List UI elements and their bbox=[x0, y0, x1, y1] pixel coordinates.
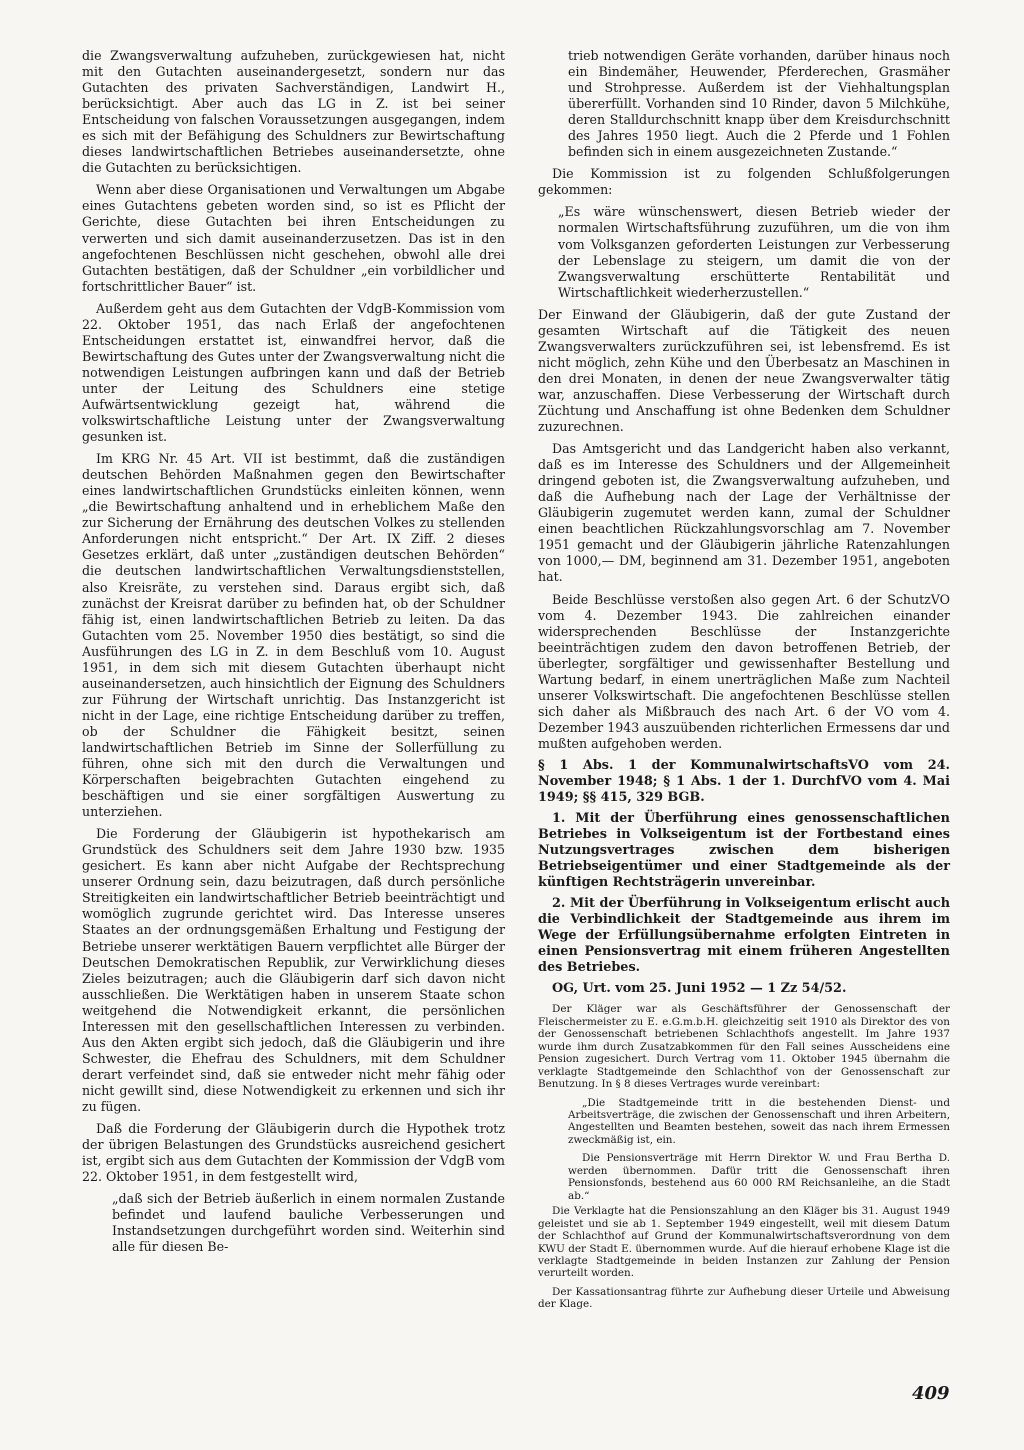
block-quote: trieb notwendigen Geräte vorhanden, darüber hinaus noch ein Bindemäher, Heuwender, Pferderechen, Grasmäher und Strohpresse. Außerdem ist der Viehhaltungsplan übererfüllt. Vorhanden sind 10 Rinder, davon 5 Milchkühe, deren Stalldurchschnitt knapp über dem Kreisdurchschnitt des Jahres 1950 liegt. Auch die 2 Pferde und 1 Fohlen befinden sich in einem ausgezeichneten Zustande.“ bbox=[568, 48, 950, 160]
paragraph: Daß die Forderung der Gläubigerin durch die Hypothek trotz der übrigen Belastungen des Grundstücks ausreichend gesichert ist, ergibt sich aus dem Gutachten der Kommission der VdgB vom 22. Oktober 1951, in dem festgestellt wird, bbox=[82, 1121, 505, 1185]
small-print-paragraph: Die Verklagte hat die Pensionszahlung an den Kläger bis 31. August 1949 geleistet und sie ab 1. September 1949 eingestellt, weil mit diesem Datum der Schlachthof auf Grund der Kommunalwirtschaftsverordnung von dem KWU der Stadt E. übernommen wurde. Auf die hierauf erhobene Klage ist die verklagte Stadtgemeinde in beiden Instanzen zur Zahlung der Pension verurteilt worden. bbox=[538, 1205, 950, 1280]
paragraph: Die Forderung der Gläubigerin ist hypothekarisch am Grundstück des Schuldners seit dem Jahre 1930 bzw. 1935 gesichert. Es kann aber nicht Aufgabe der Rechtsprechung unserer Ordnung sein, dazu beizutragen, daß durch persönliche Streitigkeiten ein landwirtschaftlicher Betrieb beeinträchtigt und womöglich zugrunde gerichtet wird. Das Interesse unseres Staates an der ordnungsgemäßen Erhaltung und Festigung der Betriebe unserer werktätigen Bauern verpflichtet alle Bürger der Deutschen Demokratischen Republik, zur Verwirklichung dieses Zieles beizutragen; auch die Gläubigerin darf sich davon nicht ausschließen. Die Werktätigen haben in unserem Staate schon weitgehend die Notwendigkeit erkannt, die persönlichen Interessen mit den gesellschaftlichen Interessen zu verbinden. Aus den Akten ergibt sich jedoch, daß die Gläubigerin und ihre Schwester, die Ehefrau des Schuldners, mit dem Schuldner derart verfeindet sind, daß sie entweder nicht mehr fähig oder nicht gewillt sind, diese Notwendigkeit zu erkennen und sich ihr zu fügen. bbox=[82, 826, 505, 1114]
left-column bbox=[82, 48, 505, 1261]
paragraph: Im KRG Nr. 45 Art. VII ist bestimmt, daß die zuständigen deutschen Behörden Maßnahmen gegen den Bewirtschafter eines landwirtschaftlichen Grundstücks einleiten können, wenn „die Bewirtschaftung anhaltend und in erheblichem Maße den zur Sicherung der Ernährung des deutschen Volkes zu stellenden Anforderungen nicht entspricht.“ Der Art. IX Ziff. 2 dieses Gesetzes erklärt, daß unter „zuständigen deutschen Behörden“ die deutschen landwirtschaftlichen Verwaltungsdienststellen, also Kreisräte, zu verstehen sind. Daraus ergibt sich, daß zunächst der Kreisrat darüber zu befinden hat, ob der Schuldner fähig ist, einen landwirtschaftlichen Betrieb zu leiten. Da das Gutachten vom 25. November 1950 dies bestätigt, so sind die Ausführungen des LG in Z. in dem Beschluß vom 10. August 1951, in dem sich mit diesem Gutachten überhaupt nicht auseinandersetzen, auch hinsichtlich der Eignung des Schuldners zur Führung der Wirtschaft unrichtig. Das Instanzgericht ist nicht in der Lage, eine richtige Entscheidung darüber zu treffen, ob der Schuldner die Fähigkeit besitzt, seinen landwirtschaftlichen Betrieb im Sinne der Sollerfüllung zu führen, ohne sich mit den durch die Verwaltungen und Körperschaften beigebrachten Gutachten eingehend zu beschäftigen und sie einer sorgfältigen Auswertung zu unterziehen. bbox=[82, 451, 505, 820]
ruling-lead-2: 2. Mit der Überführung in Volkseigentum erlischt auch die Verbindlichkeit der Stadtgemeinde aus ihrem im Wege der Erfüllungsübernahme erfolgten Eintreten in einen Pensionsvertrag mit einem früheren Angestellten des Betriebes. bbox=[538, 896, 950, 975]
paragraph: Wenn aber diese Organisationen und Verwaltungen um Abgabe eines Gutachtens gebeten worden sind, so ist es Pflicht der Gerichte, diese Gutachten bei ihren Entscheidungen zu verwerten und sich damit auseinanderzusetzen. Das ist in den angefochtenen Beschlüssen nicht geschehen, obwohl alle drei Gutachten bestätigen, daß der Schuldner „ein vorbildlicher und fortschrittlicher Bauer“ ist. bbox=[82, 182, 505, 294]
small-print-quote: Die Pensionsverträge mit Herrn Direktor W. und Frau Bertha D. werden übernommen. Dafür tritt die Genossenschaft ihren Pensionsfonds, bestehend aus 60 000 RM Reichsanleihe, an die Stadt ab.“ bbox=[568, 1152, 950, 1202]
paragraph: Die Kommission ist zu folgenden Schlußfolgerungen gekommen: bbox=[538, 166, 950, 198]
block-quote: „daß sich der Betrieb äußerlich in einem normalen Zustande befindet und laufend bauliche Verbesserungen und Instandsetzungen durchgeführt worden sind. Weiterhin sind alle für diesen Be- bbox=[112, 1191, 505, 1255]
page-number: 409 bbox=[912, 1383, 950, 1404]
paragraph: die Zwangsverwaltung aufzuheben, zurückgewiesen hat, nicht mit den Gutachten auseinandergesetzt, sondern nur das Gutachten des privaten Sachverständigen, Landwirt H., berücksichtigt. Aber auch das LG in Z. ist bei seiner Entscheidung von falschen Voraussetzungen ausgegangen, indem es sich mit der Befähigung des Schuldners zur Bewirtschaftung dieses landwirtschaftlichen Betriebes auseinandersetzte, ohne die Gutachten zu berücksichtigen. bbox=[82, 48, 505, 176]
small-print-paragraph: Der Kläger war als Geschäftsführer der Genossenschaft der Fleischermeister zu E. e.G.m.b.H. gleichzeitig seit 1910 als Direktor des von der Genossenschaft betriebenen Schlachthofs angestellt. Im Jahre 1937 wurde ihm durch Zusatzabkommen für den Fall seines Ausscheidens eine Pension zugesichert. Durch Vertrag vom 11. Oktober 1945 übernahm die verklagte Stadtgemeinde den Schlachthof von der Genossenschaft zur Benutzung. In § 8 dieses Vertrages wurde vereinbart: bbox=[538, 1003, 950, 1091]
paragraph: Der Einwand der Gläubigerin, daß der gute Zustand der gesamten Wirtschaft auf die Tätigkeit des neuen Zwangsverwalters zurückzuführen sei, ist lebensfremd. Es ist nicht möglich, zehn Kühe und den Überbesatz an Maschinen in den drei Monaten, in denen der neue Zwangsverwalter tätig war, anzuschaffen. Diese Verbesserung der Wirtschaft durch Züchtung und Anschaffung ist ohne Bedenken dem Schuldner zuzurechnen. bbox=[538, 306, 950, 435]
small-print-paragraph: Der Kassationsantrag führte zur Aufhebung dieser Urteile und Abweisung der Klage. bbox=[538, 1285, 950, 1311]
ruling-citation: OG, Urt. vom 25. Juni 1952 — 1 Zz 54/52. bbox=[552, 981, 847, 997]
paragraph: Das Amtsgericht und das Landgericht haben also verkannt, daß es im Interesse des Schuldners und der Allgemeinheit dringend geboten ist, die Zwangsverwaltung aufzuheben, und daß die Aufhebung nach der Lage der Verhältnisse der Gläubigerin zugemutet werden kann, zumal der Schuldner einen beachtlichen Rückzahlungsvorschlag am 7. November 1951 gemacht und der Gläubigerin jährliche Ratenzahlungen von 1000,— DM, beginnend am 31. Dezember 1951, angeboten hat. bbox=[538, 441, 950, 585]
ruling-lead-1: 1. Mit der Überführung eines genossenschaftlichen Betriebes in Volkseigentum ist der Fortbestand eines Nutzungsvertrages zwischen dem bisherigen Betriebseigentümer und einer Stadtgemeinde als der künftigen Rechtsträgerin unvereinbar. bbox=[538, 811, 950, 890]
ruling-heading: § 1 Abs. 1 der KommunalwirtschaftsVO vom 24. November 1948; § 1 Abs. 1 der 1. DurchfVO vom 4. Mai 1949; §§ 415, 329 BGB. bbox=[538, 757, 950, 805]
right-column bbox=[538, 48, 950, 1317]
paragraph: Beide Beschlüsse verstoßen also gegen Art. 6 der SchutzVO vom 4. Dezember 1943. Die zahlreichen einander widersprechenden Beschlüsse der Instanzgerichte beeinträchtigen zudem den davon betroffenen Betrieb, der überlegter, sorgfältiger und gewissenhafter Bestellung und Wartung bedarf, in einem unerträglichen Maße zum Nachteil unserer Volkswirtschaft. Die angefochtenen Beschlüsse stellen sich daher als Mißbrauch des nach Art. 6 der VO vom 4. Dezember 1943 auszuübenden richterlichen Ermessens dar und mußten aufgehoben werden. bbox=[538, 591, 950, 751]
block-quote: „Es wäre wünschenswert, diesen Betrieb wieder der normalen Wirtschaftsführung zuzuführen, um die von ihm vom Volksganzen geforderten Leistungen zur Verbesserung der Lebenslage zu steigern, um damit die von der Zwangsverwaltung erschütterte Rentabilität und Wirtschaftlichkeit wiederherzustellen.“ bbox=[558, 204, 950, 300]
small-print-quote: „Die Stadtgemeinde tritt in die bestehenden Dienst- und Arbeitsverträge, die zwischen der Genossenschaft und ihren Arbeitern, Angestellten und Beamten bestehen, soweit das nach ihrem Ermessen zweckmäßig ist, ein. bbox=[568, 1096, 950, 1146]
paragraph: Außerdem geht aus dem Gutachten der VdgB-Kommission vom 22. Oktober 1951, das nach Erlaß der angefochtenen Entscheidungen erstattet ist, einwandfrei hervor, daß die Bewirtschaftung des Gutes unter der Zwangsverwaltung nicht die notwendigen Leistungen aufbringen kann und daß der Betrieb unter der Leitung des Schuldners eine stetige Aufwärtsentwicklung gezeigt hat, während die volkswirtschaftliche Leistung unter der Zwangsverwaltung gesunken ist. bbox=[82, 300, 506, 445]
